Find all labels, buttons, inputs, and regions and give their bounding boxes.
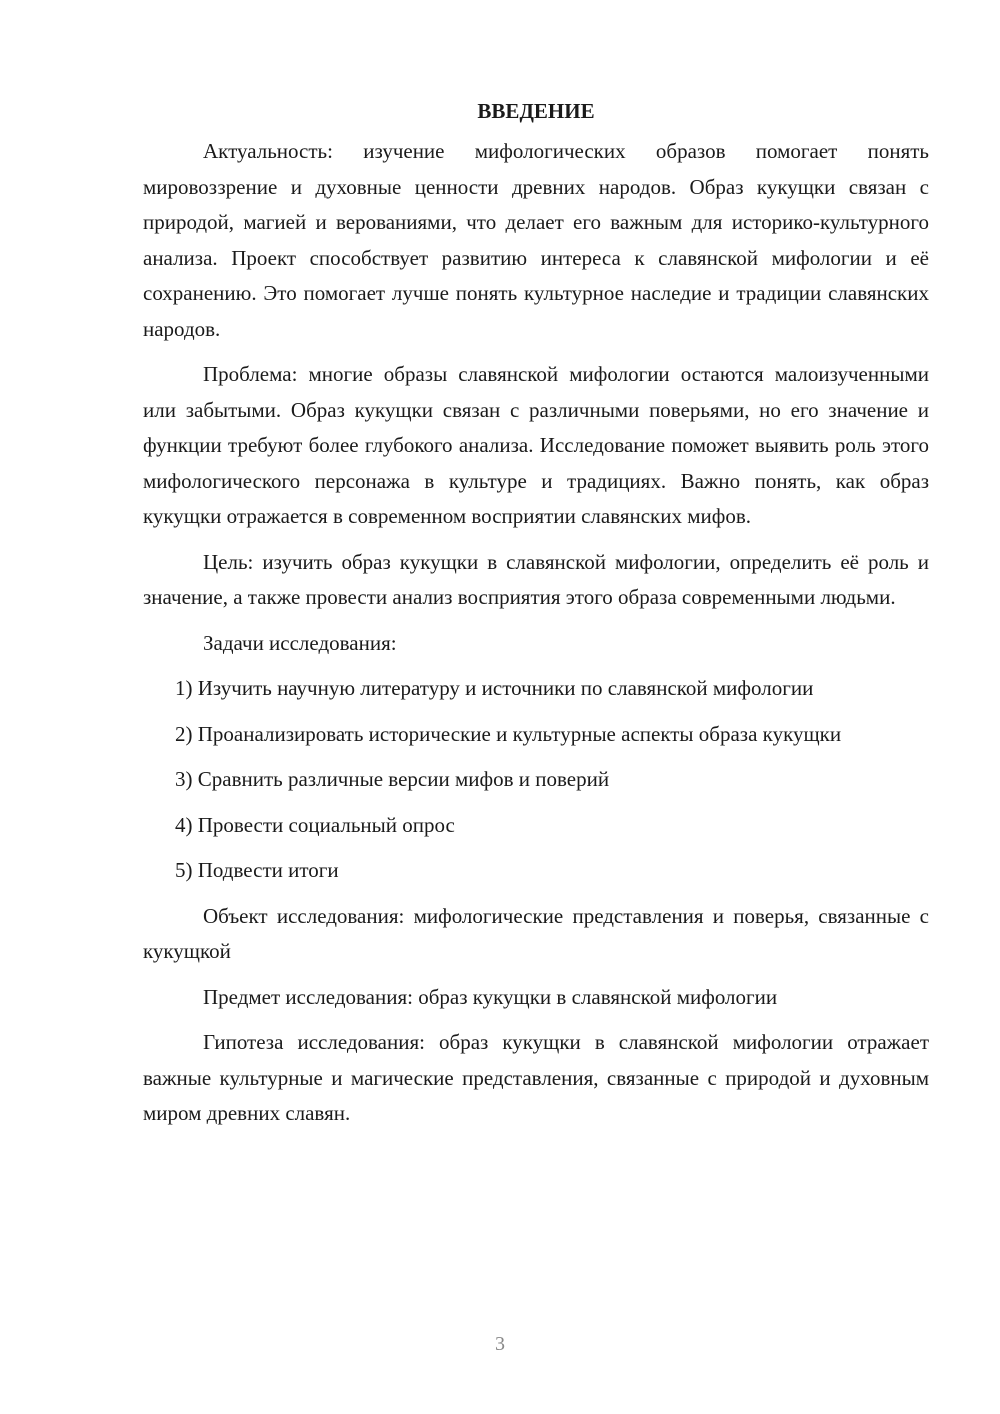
paragraph-subject: Предмет исследования: образ кукущки в славянской мифологии bbox=[203, 984, 778, 1009]
page-number: 3 bbox=[495, 1333, 505, 1355]
page-content bbox=[143, 94, 929, 1142]
task-item-3: 3) Сравнить различные версии мифов и поверий bbox=[175, 767, 610, 791]
task-item-4: 4) Провести социальный опрос bbox=[175, 812, 455, 837]
task-item-2: 2) Проанализировать исторические и культурные аспекты образа кукущки bbox=[175, 721, 842, 746]
paragraph-relevance: Актуальность: изучение мифологических образов помогает понять мировоззрение и духовные ценности древних народов. Образ кукущки связан с природой, магией и верованиями, что делает его важным для историко-культурного анализа. Проект способствует развитию интереса к славянской мифологии и её сохранению. Это помогает лучше понять культурное наследие и традиции славянских народов. bbox=[143, 139, 929, 341]
section-heading: ВВЕДЕНИЕ bbox=[477, 99, 595, 123]
paragraph-hypothesis: Гипотеза исследования: образ кукущки в славянской мифологии отражает важные культурные и магические представления, связанные с природой и духовным миром древних славян. bbox=[143, 1030, 929, 1125]
paragraph-object: Объект исследования: мифологические представления и поверья, связанные с кукущкой bbox=[143, 903, 929, 963]
paragraph-problem: Проблема: многие образы славянской мифологии остаются малоизученными или забытыми. Образ кукущки связан с различными поверьями, но его значение и функции требуют более глубокого анализа. Исследование поможет выявить роль этого мифологического персонажа в культуре и традициях. Важно понять, как образ кукущки отражается в современном восприятии славянских мифов. bbox=[143, 362, 929, 528]
paragraph-tasks-heading: Задачи исследования: bbox=[203, 630, 397, 655]
task-item-5: 5) Подвести итоги bbox=[175, 858, 339, 882]
task-item-1: 1) Изучить научную литературу и источники по славянской мифологии bbox=[175, 676, 814, 700]
paragraph-goal: Цель: изучить образ кукущки в славянской мифологии, определить её роль и значение, а также провести анализ восприятия этого образа современными людьми. bbox=[143, 549, 929, 609]
